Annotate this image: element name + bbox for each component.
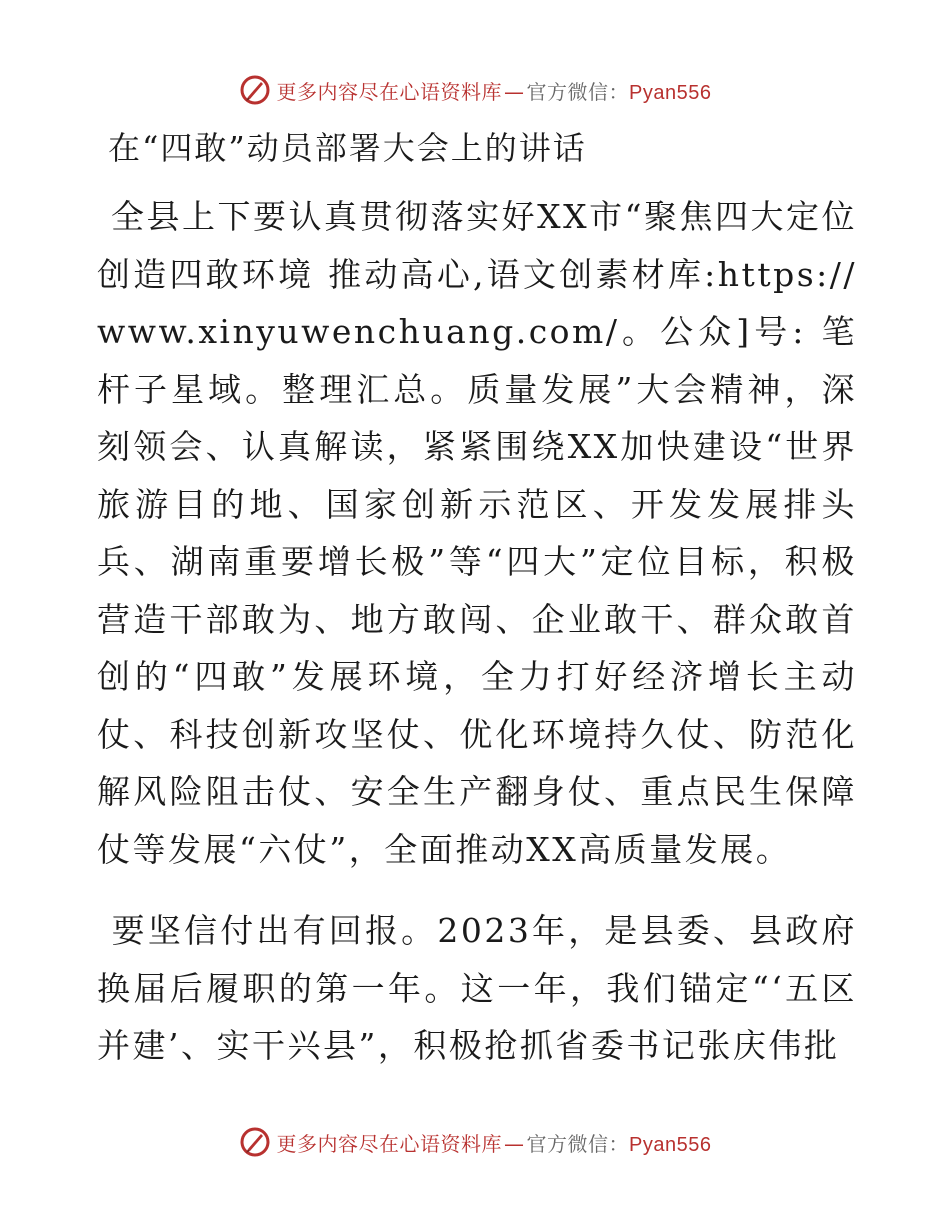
watermark-label: 官方微信： (526, 79, 630, 104)
watermark-footer (0, 1122, 950, 1162)
watermark-brand: 更多内容尽在心语资料库 (276, 79, 503, 104)
watermark-label: 官方微信： (526, 1131, 630, 1156)
watermark-account: Pyan556 (629, 1133, 712, 1156)
quill-logo-icon (239, 74, 271, 106)
watermark-separator: — (504, 1131, 525, 1156)
watermark-account: Pyan556 (629, 81, 712, 104)
watermark-header (0, 70, 950, 110)
quill-logo-icon (239, 1126, 271, 1158)
watermark-text (277, 76, 712, 105)
paragraph-2 (97, 902, 857, 1082)
watermark-brand: 更多内容尽在心语资料库 (276, 1131, 503, 1156)
paragraph-2-text: 要坚信付出有回报。2023年，是县委、县政府换届后履职的第一年。这一年，我们锚定“‘五区并建’、实干兴县”，积极抢抓省委书记张庆伟批 (97, 911, 857, 1065)
document-title: 在“四敢”动员部署大会上的讲话 (108, 129, 587, 167)
paragraph-1-text: 全县上下要认真贯彻落实好XX市“聚焦四大定位创造四敢环境 推动高心,语文创素材库:https://www.xinyuwenchuang.com/。公众]号: 笔杆子星域。整理汇总。质量发展”大会精神，深刻领会、认真解读，紧紧围绕XX加快建设“世界旅游目的地、国家创新示范区、开发发展排头兵、湖南重要增长极”等“四大”定位目标，积极营造干部敢为、地方敢闯、企业敢干、群众敢首创的“四敢”发展环境，全力打好经济增长主动仗、科技创新攻坚仗、优化环境持久仗、防范化解风险阻击仗、安全生产翻身仗、重点民生保障仗等发展“六仗”，全面推动XX高质量发展。 (97, 197, 857, 869)
watermark-separator: — (504, 79, 525, 104)
watermark-text (277, 1128, 712, 1157)
paragraph-1 (97, 188, 857, 888)
